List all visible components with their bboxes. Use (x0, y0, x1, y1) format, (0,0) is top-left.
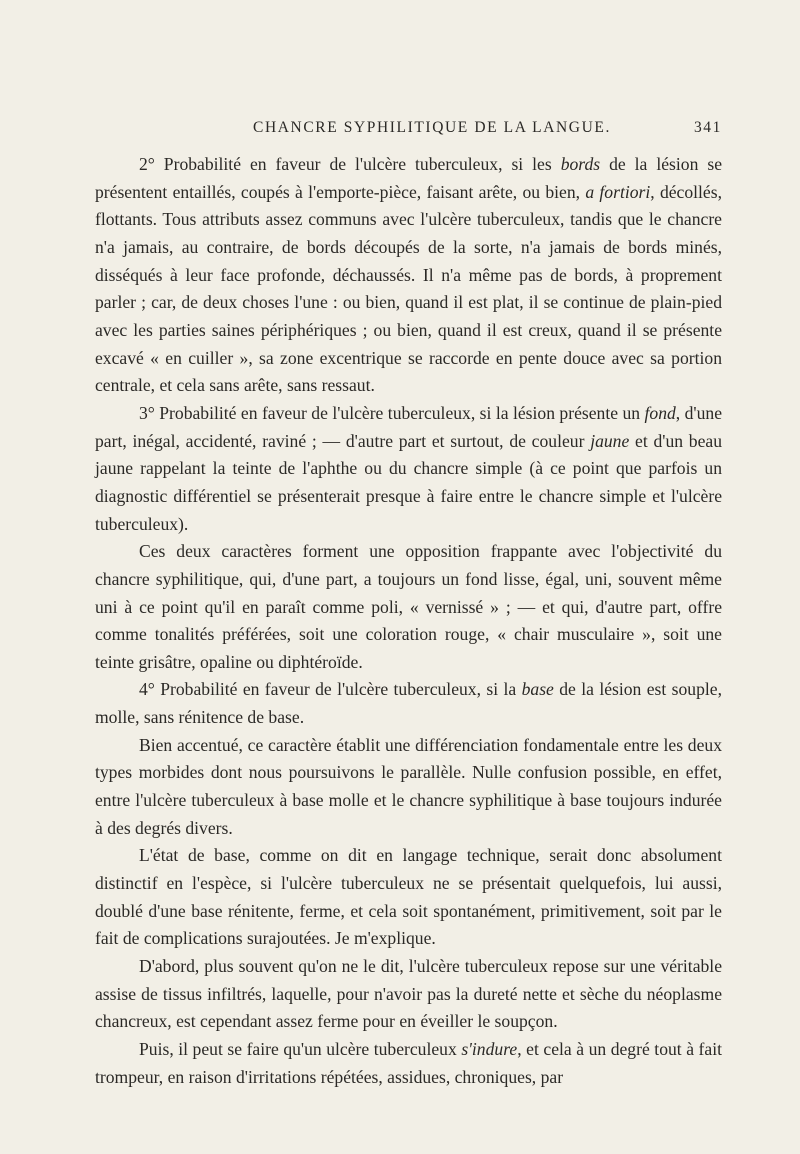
text-run: de la lésion se présentent entaillés, coupés à l'emporte-pièce, faisant arête, ou bien, (95, 154, 722, 202)
paragraph: D'abord, plus souvent qu'on ne le dit, l'ulcère tuberculeux repose sur une véritable assise de tissus infiltrés, laquelle, pour n'avoir pas la dureté nette et sèche du néoplasme chancreux, est cependant assez ferme pour en éveiller le soupçon. (95, 956, 722, 1032)
paragraph (95, 151, 722, 400)
text-run: et d'un beau jaune rappelant la teinte de l'aphthe ou du chancre simple (à ce point que parfois un diagnostic différentiel se présenterait presque à faire entre le chancre simple et l'ulcère tuberculeux). (95, 430, 722, 534)
paragraph: L'état de base, comme on dit en langage technique, serait donc absolument distinctif en l'espèce, si l'ulcère tuberculeux ne se présentait quelquefois, lui aussi, doublé d'une base rénitente, ferme, et cela soit spontanément, primitivement, soit par le fait de complications surajoutées. Je m'explique. (95, 845, 722, 949)
paragraph: Bien accentué, ce caractère établit une différenciation fondamentale entre les deux types morbides dont nous poursuivons le parallèle. Nulle confusion possible, en effet, entre l'ulcère tuberculeux à base molle et le chancre syphilitique à base toujours indurée à des degrés divers. (95, 734, 722, 838)
text-run: , et cela à un degré tout à fait trompeur, en raison d'irritations répétées, assidues, chroniques, par (95, 1039, 722, 1087)
italic-term: a fortiori (585, 181, 651, 202)
page-number: 341 (693, 119, 722, 136)
italic-term: base (521, 679, 554, 700)
italic-term: bords (560, 154, 601, 174)
paragraph (95, 400, 722, 538)
text-run: 3° Probabilité en faveur de l'ulcère tuberculeux, si la lésion présente un (139, 402, 645, 423)
text-run: 2° Probabilité en faveur de l'ulcère tuberculeux, si les (139, 154, 561, 174)
italic-term: fond (644, 402, 676, 423)
text-run: Puis, il peut se faire qu'un ulcère tuberculeux (139, 1039, 462, 1059)
running-title: CHANCRE SYPHILITIQUE DE LA LANGUE. (253, 119, 611, 136)
text-run: , décollés, flottants. Tous attributs assez communs avec l'ulcère tuberculeux, tandis que le chancre n'a jamais, au contraire, de bords découpés de la sorte, n'a jamais de bords minés, disséqués à leur face profonde, déchaussés. Il n'a même pas de bords, à proprement parler ; car, de deux choses l'une : ou bien, quand il est plat, il se continue de plain-pied avec les parties saines périphériques ; ou bien, quand il est creux, quand il se présente excavé « en cuiller », sa zone excentrique se raccorde en pente douce avec sa portion centrale, et cela sans arête, sans ressaut. (95, 181, 722, 396)
paragraph (95, 676, 722, 731)
italic-term: s'indure (461, 1039, 518, 1059)
italic-term: jaune (590, 430, 630, 451)
paragraph: Ces deux caractères forment une opposition frappante avec l'objectivité du chancre syphilitique, qui, d'une part, a toujours un fond lisse, égal, uni, souvent même uni à ce point qu'il en paraît comme poli, « vernissé » ; — et qui, d'autre part, offre comme tonalités préférées, soit une coloration rouge, « chair musculaire », soit une teinte grisâtre, opaline ou diphtéroïde. (95, 541, 722, 672)
text-run: , d'une part, inégal, accidenté, raviné ; — d'autre part et surtout, de couleur (95, 402, 722, 451)
body-text (95, 151, 722, 1091)
text-run: de la lésion est souple, molle, sans rénitence de base. (95, 679, 722, 728)
paragraph (95, 1036, 722, 1091)
text-run: 4° Probabilité en faveur de l'ulcère tuberculeux, si la (139, 679, 522, 700)
